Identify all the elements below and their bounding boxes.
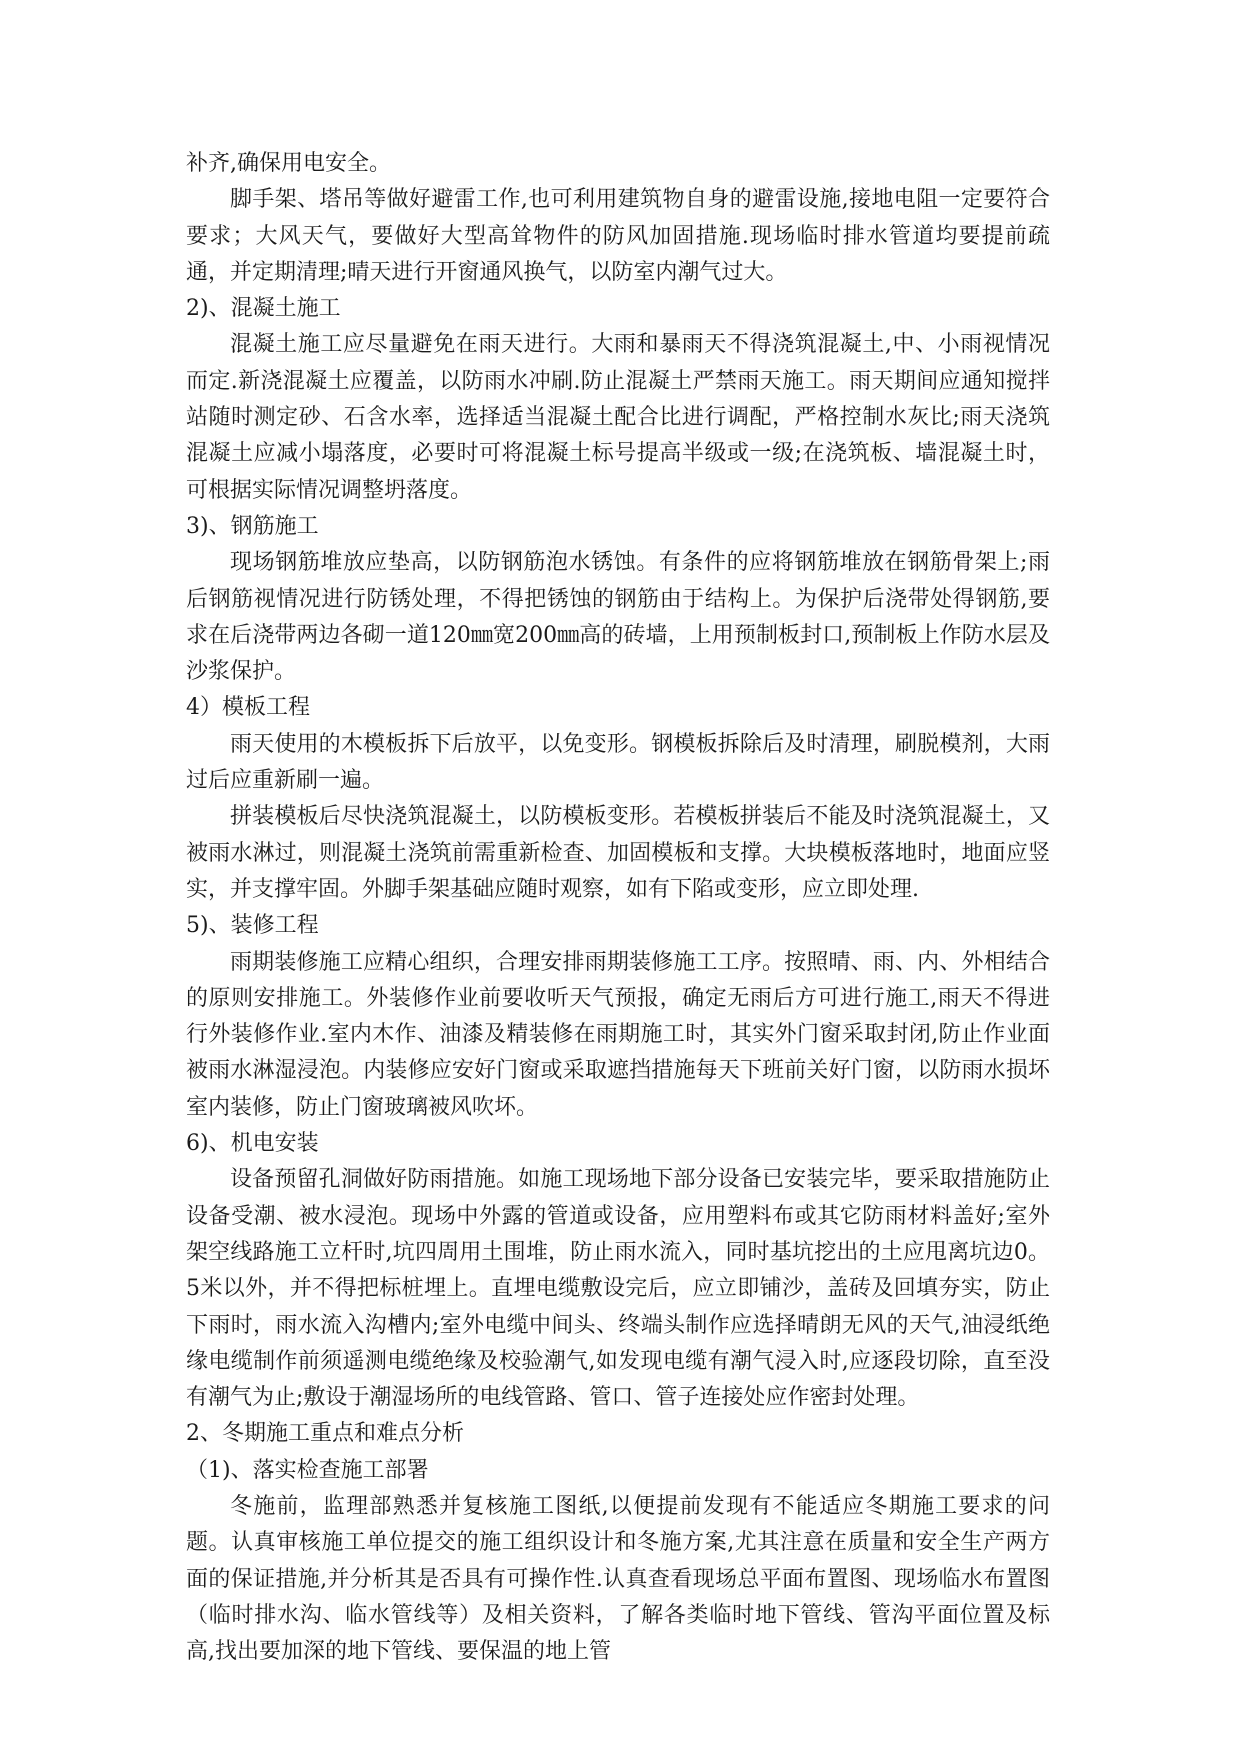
- subheading: 2)、混凝土施工: [186, 296, 341, 322]
- subheading: 5)、装修工程: [186, 913, 319, 939]
- paragraph: 脚手架、塔吊等做好避雷工作,也可利用建筑物自身的避雷设施,接地电阻一定要符合要求；大风天气，要做好大型高耸物件的防风加固措施.现场临时排水管道均要提前疏通，并定期清理;晴天进行开窗通风换气，以防室内潮气过大。: [186, 187, 1050, 285]
- paragraph: 冬施前，监理部熟悉并复核施工图纸,以便提前发现有不能适应冬期施工要求的问题。认真审核施工单位提交的施工组织设计和冬施方案,尤其注意在质量和安全生产两方面的保证措施,并分析其是否具有可操作性.认真查看现场总平面布置图、现场临水布置图（临时排水沟、临水管线等）及相关资料，了解各类临时地下管线、管沟平面位置及标高,找出要加深的地下管线、要保温的地上管: [186, 1493, 1050, 1665]
- paragraph: 现场钢筋堆放应垫高，以防钢筋泡水锈蚀。有条件的应将钢筋堆放在钢筋骨架上;雨后钢筋视情况进行防锈处理，不得把锈蚀的钢筋由于结构上。为保护后浇带处得钢筋,要求在后浇带两边各砌一道120㎜宽200㎜高的砖墙，上用预制板封口,预制板上作防水层及沙浆保护。: [186, 550, 1050, 685]
- paragraph: 拼装模板后尽快浇筑混凝土，以防模板变形。若模板拼装后不能及时浇筑混凝土，又被雨水淋过，则混凝土浇筑前需重新检查、加固模板和支撑。大块模板落地时，地面应竖实，并支撑牢固。外脚手架基础应随时观察，如有下陷或变形，应立即处理.: [186, 804, 1050, 902]
- paragraph: 雨期装修施工应精心组织，合理安排雨期装修施工工序。按照晴、雨、内、外相结合的原则安排施工。外装修作业前要收听天气预报，确定无雨后方可进行施工,雨天不得进行外装修作业.室内木作、油漆及精装修在雨期施工时，其实外门窗采取封闭,防止作业面被雨水淋湿浸泡。内装修应安好门窗或采取遮挡措施每天下班前关好门窗，以防雨水损坏室内装修，防止门窗玻璃被风吹坏。: [186, 949, 1050, 1120]
- paragraph: 混凝土施工应尽量避免在雨天进行。大雨和暴雨天不得浇筑混凝土,中、小雨视情况而定.新浇混凝土应覆盖，以防雨水冲刷.防止混凝土严禁雨天施工。雨天期间应通知搅拌站随时测定砂、石含水率，选择适当混凝土配合比进行调配，严格控制水灰比;雨天浇筑混凝土应减小塌落度，必要时可将混凝土标号提高半级或一级;在浇筑板、墙混凝土时，可根据实际情况调整坍落度。: [186, 332, 1050, 503]
- paragraph: 设备预留孔洞做好防雨措施。如施工现场地下部分设备已安装完毕，要采取措施防止设备受潮、被水浸泡。现场中外露的管道或设备，应用塑料布或其它防雨材料盖好;室外架空线路施工立杆时,坑四周用土围堆，防止雨水流入，同时基坑挖出的土应甩离坑边0。5米以外，并不得把标桩埋上。直埋电缆敷设完后，应立即铺沙，盖砖及回填夯实，防止下雨时，雨水流入沟槽内;室外电缆中间头、终端头制作应选择晴朗无风的天气,油浸纸绝缘电缆制作前须遥测电缆绝缘及校验潮气,如发现电缆有潮气浸入时,应逐段切除，直至没有潮气为止;敷设于潮湿场所的电线管路、管口、管子连接处应作密封处理。: [186, 1167, 1050, 1411]
- subheading: （1)、落实检查施工部署: [186, 1457, 429, 1483]
- document-page: [186, 146, 1050, 1670]
- text-line: 补齐,确保用电安全。: [186, 151, 391, 176]
- subheading: 3)、钢筋施工: [186, 513, 319, 539]
- section-heading: 2、冬期施工重点和难点分析: [186, 1421, 464, 1447]
- subheading: 4）模板工程: [186, 695, 310, 721]
- paragraph: 雨天使用的木模板拆下后放平，以免变形。钢模板拆除后及时清理，刷脱模剂，大雨过后应重新刷一遍。: [186, 731, 1050, 794]
- subheading: 6)、机电安装: [186, 1131, 319, 1157]
